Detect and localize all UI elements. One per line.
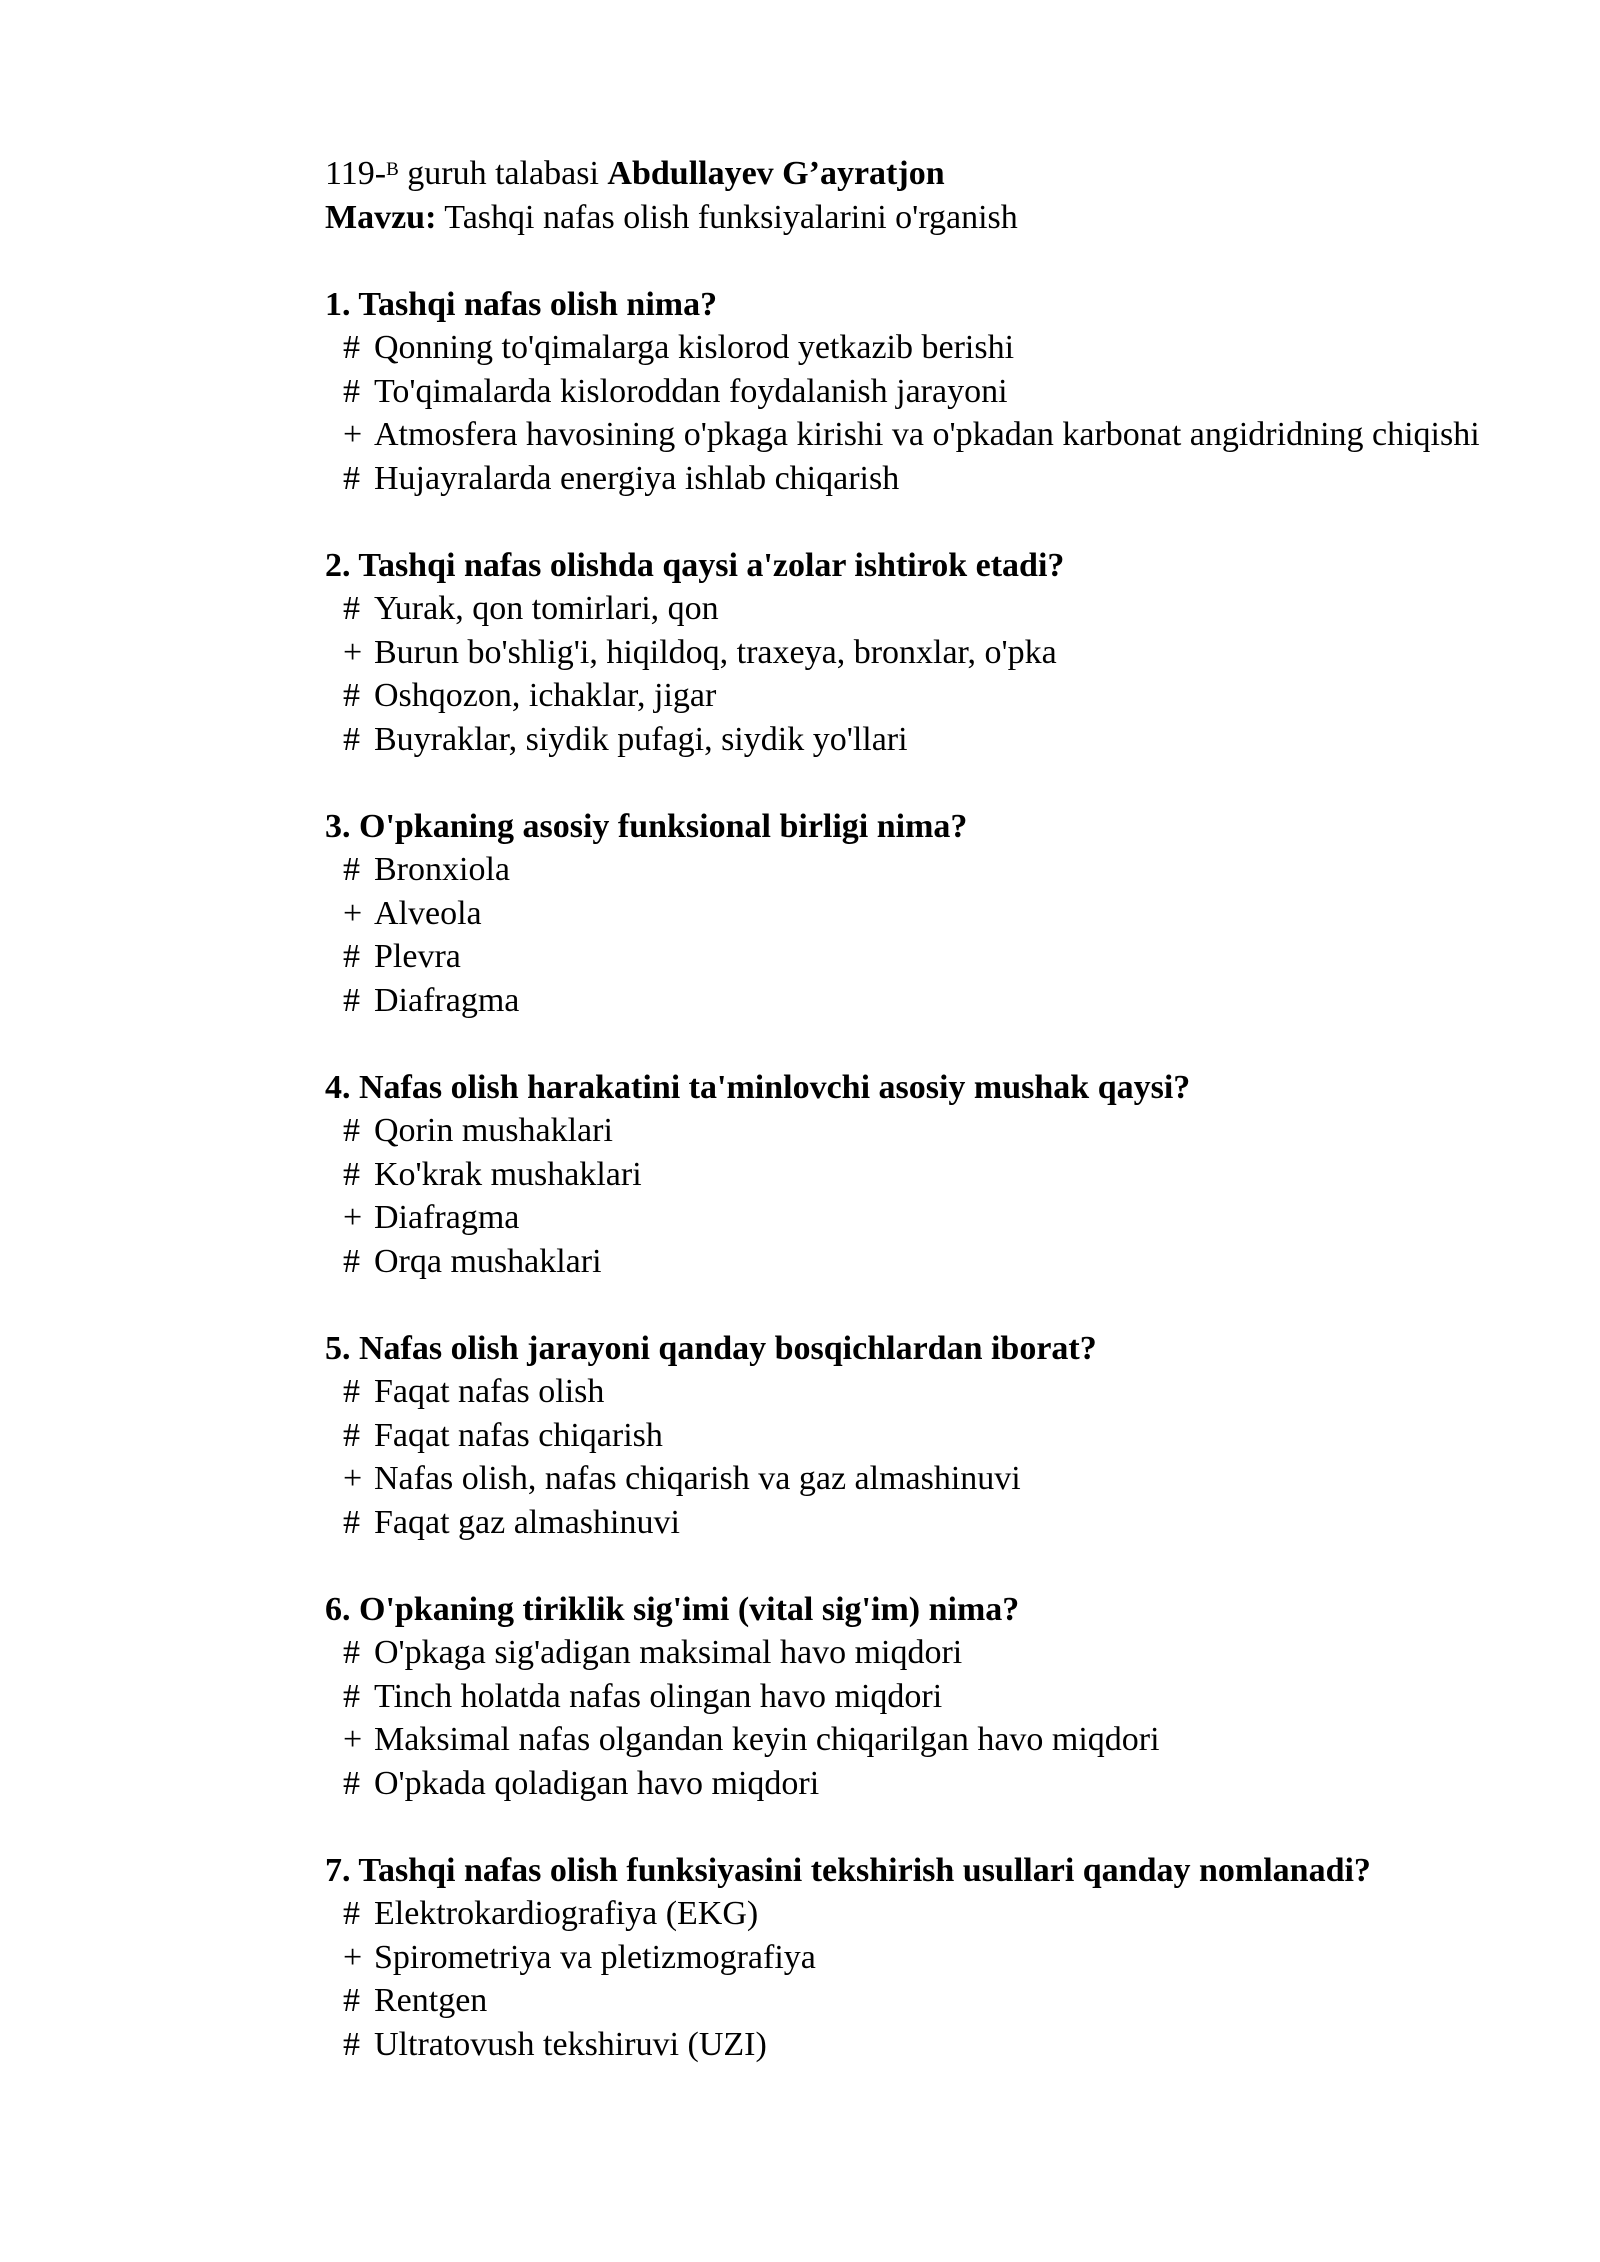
answer-option xyxy=(325,326,1565,370)
answer-text: Qonning to'qimalarga kislorod yetkazib berishi xyxy=(374,329,1015,366)
question-6 xyxy=(325,1588,1565,1806)
answer-marker: # xyxy=(343,981,360,1019)
answer-option xyxy=(325,892,1565,936)
answer-option xyxy=(325,1936,1565,1980)
answer-option xyxy=(325,1501,1565,1545)
answer-option xyxy=(325,1631,1565,1675)
answer-option xyxy=(325,848,1565,892)
group-suffix: guruh talabasi xyxy=(398,155,608,192)
question-3 xyxy=(325,805,1565,1023)
answer-option xyxy=(325,1979,1565,2023)
answer-marker: # xyxy=(343,329,360,366)
answer-option xyxy=(325,631,1565,675)
question-2 xyxy=(325,544,1565,762)
answer-text: Bronxiola xyxy=(374,851,510,888)
question-title: 4. Nafas olish harakatini ta'minlovchi asosiy mushak qaysi? xyxy=(325,1068,1191,1106)
document-page xyxy=(325,152,1565,2066)
answer-marker: # xyxy=(343,677,360,714)
answer-option xyxy=(325,370,1565,414)
answer-marker: # xyxy=(343,1373,360,1410)
student-name: Abdullayev G’ayratjon xyxy=(607,155,945,192)
group-letter: B xyxy=(386,159,399,180)
answer-text: Maksimal nafas olgandan keyin chiqarilgan havo miqdori xyxy=(374,1721,1160,1758)
answer-marker: # xyxy=(343,1112,360,1149)
answer-text: Oshqozon, ichaklar, jigar xyxy=(374,677,717,714)
answer-option xyxy=(325,1370,1565,1414)
answer-option xyxy=(325,935,1565,979)
answer-text: Spirometriya va pletizmografiya xyxy=(374,1938,816,1976)
answer-option xyxy=(325,457,1565,501)
answer-marker: # xyxy=(343,1677,360,1715)
question-title: 7. Tashqi nafas olish funksiyasini tekshirish usullari qanday nomlanadi? xyxy=(325,1851,1371,1889)
answer-text: Plevra xyxy=(374,938,461,975)
answer-option xyxy=(325,979,1565,1023)
answer-text: Diafragma xyxy=(374,1199,520,1236)
answer-text: Yurak, qon tomirlari, qon xyxy=(374,590,719,627)
answer-text: Elektrokardiografiya (EKG) xyxy=(374,1895,759,1932)
answer-text: Hujayralarda energiya ishlab chiqarish xyxy=(374,459,900,497)
answer-option xyxy=(325,1675,1565,1719)
answer-text: Burun bo'shlig'i, hiqildoq, traxeya, bronxlar, o'pka xyxy=(374,633,1057,671)
answer-marker: # xyxy=(343,1634,360,1671)
answer-marker: # xyxy=(343,851,360,888)
answer-option xyxy=(325,1414,1565,1458)
answer-marker: # xyxy=(343,2025,360,2063)
question-title: 5. Nafas olish jarayoni qanday bosqichlardan iborat? xyxy=(325,1329,1097,1367)
question-7 xyxy=(325,1849,1565,2067)
answer-marker: + xyxy=(343,1199,363,1236)
answer-text: Rentgen xyxy=(374,1982,488,2019)
answer-marker: # xyxy=(343,459,360,497)
answer-text: Alveola xyxy=(374,894,482,932)
topic-line xyxy=(325,196,1565,240)
answer-option xyxy=(325,2023,1565,2067)
answer-text: O'pkada qoladigan havo miqdori xyxy=(374,1764,820,1802)
answer-marker: # xyxy=(343,1982,360,2019)
question-title: 6. O'pkaning tiriklik sig'imi (vital sig'im) nima? xyxy=(325,1590,1020,1628)
question-title: 1. Tashqi nafas olish nima? xyxy=(325,285,718,323)
question-title: 3. O'pkaning asosiy funksional birligi nima? xyxy=(325,807,968,845)
topic-label: Mavzu: xyxy=(325,198,437,236)
answer-option xyxy=(325,1762,1565,1806)
answer-option xyxy=(325,1718,1565,1762)
question-5 xyxy=(325,1327,1565,1545)
answer-option xyxy=(325,1240,1565,1284)
answer-marker: # xyxy=(343,1764,360,1802)
answer-text: Ultratovush tekshiruvi (UZI) xyxy=(374,2025,767,2063)
answer-text: Qorin mushaklari xyxy=(374,1112,613,1149)
answer-marker: + xyxy=(343,1938,363,1976)
answer-option xyxy=(325,1892,1565,1936)
topic-text: Tashqi nafas olish funksiyalarini o'rganish xyxy=(436,198,1018,236)
answer-text: Faqat nafas olish xyxy=(374,1373,605,1410)
answer-text: Faqat nafas chiqarish xyxy=(374,1416,663,1454)
answer-text: Ko'krak mushaklari xyxy=(374,1155,642,1193)
answer-marker: # xyxy=(343,1895,360,1932)
answer-text: Orqa mushaklari xyxy=(374,1242,602,1280)
answer-text: Buyraklar, siydik pufagi, siydik yo'llari xyxy=(374,720,908,758)
answer-marker: # xyxy=(343,372,360,410)
answer-marker: # xyxy=(343,938,360,975)
answer-text: Diafragma xyxy=(374,981,520,1019)
answer-option xyxy=(325,1109,1565,1153)
answer-option xyxy=(325,1457,1565,1501)
answer-marker: + xyxy=(343,1460,363,1497)
answer-text: Nafas olish, nafas chiqarish va gaz almashinuvi xyxy=(374,1460,1021,1497)
student-line xyxy=(325,152,1565,196)
answer-option xyxy=(325,413,1565,457)
answer-option xyxy=(325,587,1565,631)
answer-marker: # xyxy=(343,1242,360,1280)
answer-marker: # xyxy=(343,1503,360,1541)
answer-marker: # xyxy=(343,720,360,758)
answer-option xyxy=(325,718,1565,762)
answer-option xyxy=(325,674,1565,718)
answer-marker: # xyxy=(343,590,360,627)
answer-marker: + xyxy=(343,894,363,932)
group-number: 119- xyxy=(325,155,387,192)
question-1 xyxy=(325,283,1565,501)
answer-marker: # xyxy=(343,1416,360,1454)
answer-marker: + xyxy=(343,416,363,453)
answer-option xyxy=(325,1153,1565,1197)
answer-text: Faqat gaz almashinuvi xyxy=(374,1503,680,1541)
answer-marker: + xyxy=(343,633,363,671)
answer-marker: # xyxy=(343,1155,360,1193)
answer-text: To'qimalarda kisloroddan foydalanish jarayoni xyxy=(374,372,1008,410)
answer-marker: + xyxy=(343,1721,363,1758)
answer-text: Tinch holatda nafas olingan havo miqdori xyxy=(374,1677,943,1715)
answer-option xyxy=(325,1196,1565,1240)
question-4 xyxy=(325,1066,1565,1284)
answer-text: Atmosfera havosining o'pkaga kirishi va o'pkadan karbonat angidridning chiqishi xyxy=(374,416,1480,453)
question-title: 2. Tashqi nafas olishda qaysi a'zolar ishtirok etadi? xyxy=(325,546,1065,584)
answer-text: O'pkaga sig'adigan maksimal havo miqdori xyxy=(374,1634,963,1671)
